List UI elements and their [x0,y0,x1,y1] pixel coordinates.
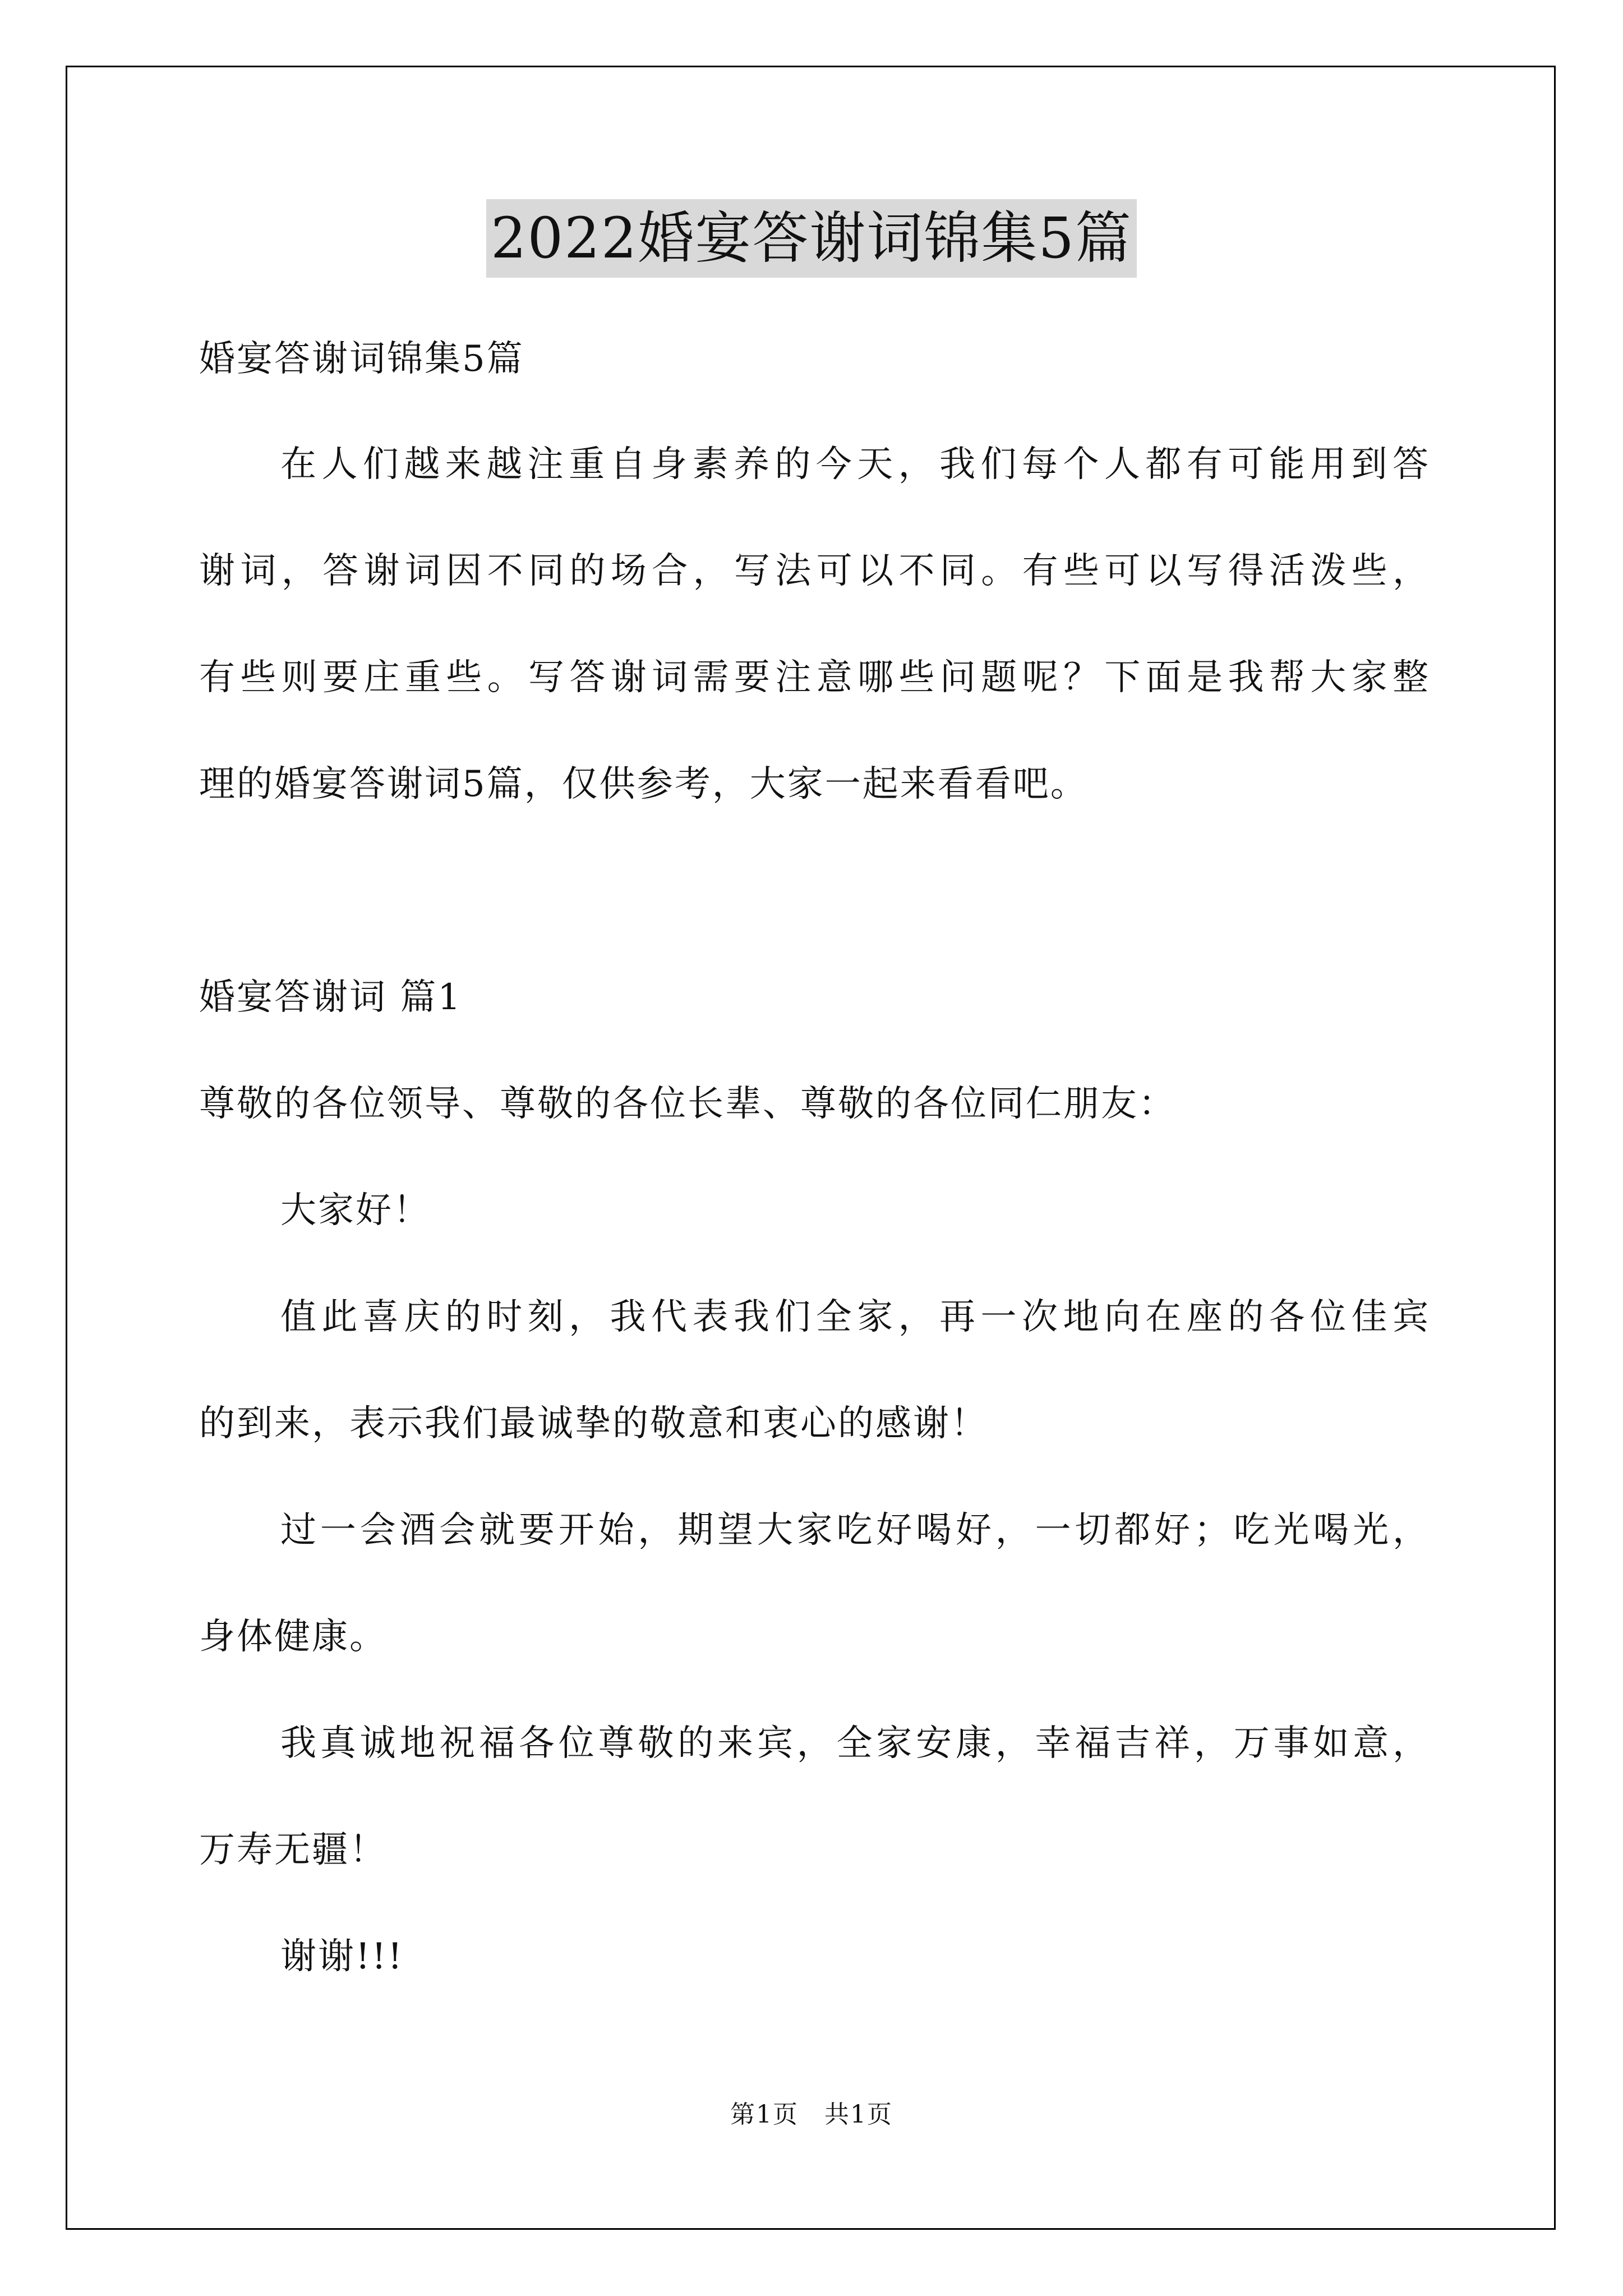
intro-line-2: 谢词，答谢词因不同的场合，写法可以不同。有些可以写得活泼些， [199,550,1430,592]
greeting: 大家好！ [280,1190,431,1231]
document-subtitle: 婚宴答谢词锦集5篇 [199,338,524,380]
title-container [0,199,1623,278]
intro-line-1: 在人们越来越注重自身素养的今天，我们每个人都有可能用到答 [280,444,1430,485]
intro-line-3: 有些则要庄重些。写答谢词需要注意哪些问题呢？下面是我帮大家整 [199,657,1430,698]
body-line-3: 过一会酒会就要开始，期望大家吃好喝好，一切都好；吃光喝光， [280,1510,1430,1551]
page-border [66,66,1556,2230]
document-title: 2022婚宴答谢词锦集5篇 [486,199,1137,278]
body-line-5: 我真诚地祝福各位尊敬的来宾，全家安康，幸福吉祥，万事如意， [280,1723,1430,1764]
body-line-2: 的到来，表示我们最诚挚的敬意和衷心的感谢！ [199,1403,988,1444]
section-heading: 婚宴答谢词 篇1 [199,977,463,1018]
closing-thanks: 谢谢!!! [280,1936,404,1977]
page-footer: 第1页 共1页 [730,2100,893,2129]
body-line-6: 万寿无疆！ [199,1829,387,1871]
salutation: 尊敬的各位领导、尊敬的各位长辈、尊敬的各位同仁朋友： [199,1083,1176,1125]
body-line-4: 身体健康。 [199,1616,387,1658]
body-line-1: 值此喜庆的时刻，我代表我们全家，再一次地向在座的各位佳宾 [280,1296,1430,1338]
intro-line-4: 理的婚宴答谢词5篇，仅供参考，大家一起来看看吧。 [199,763,1088,805]
